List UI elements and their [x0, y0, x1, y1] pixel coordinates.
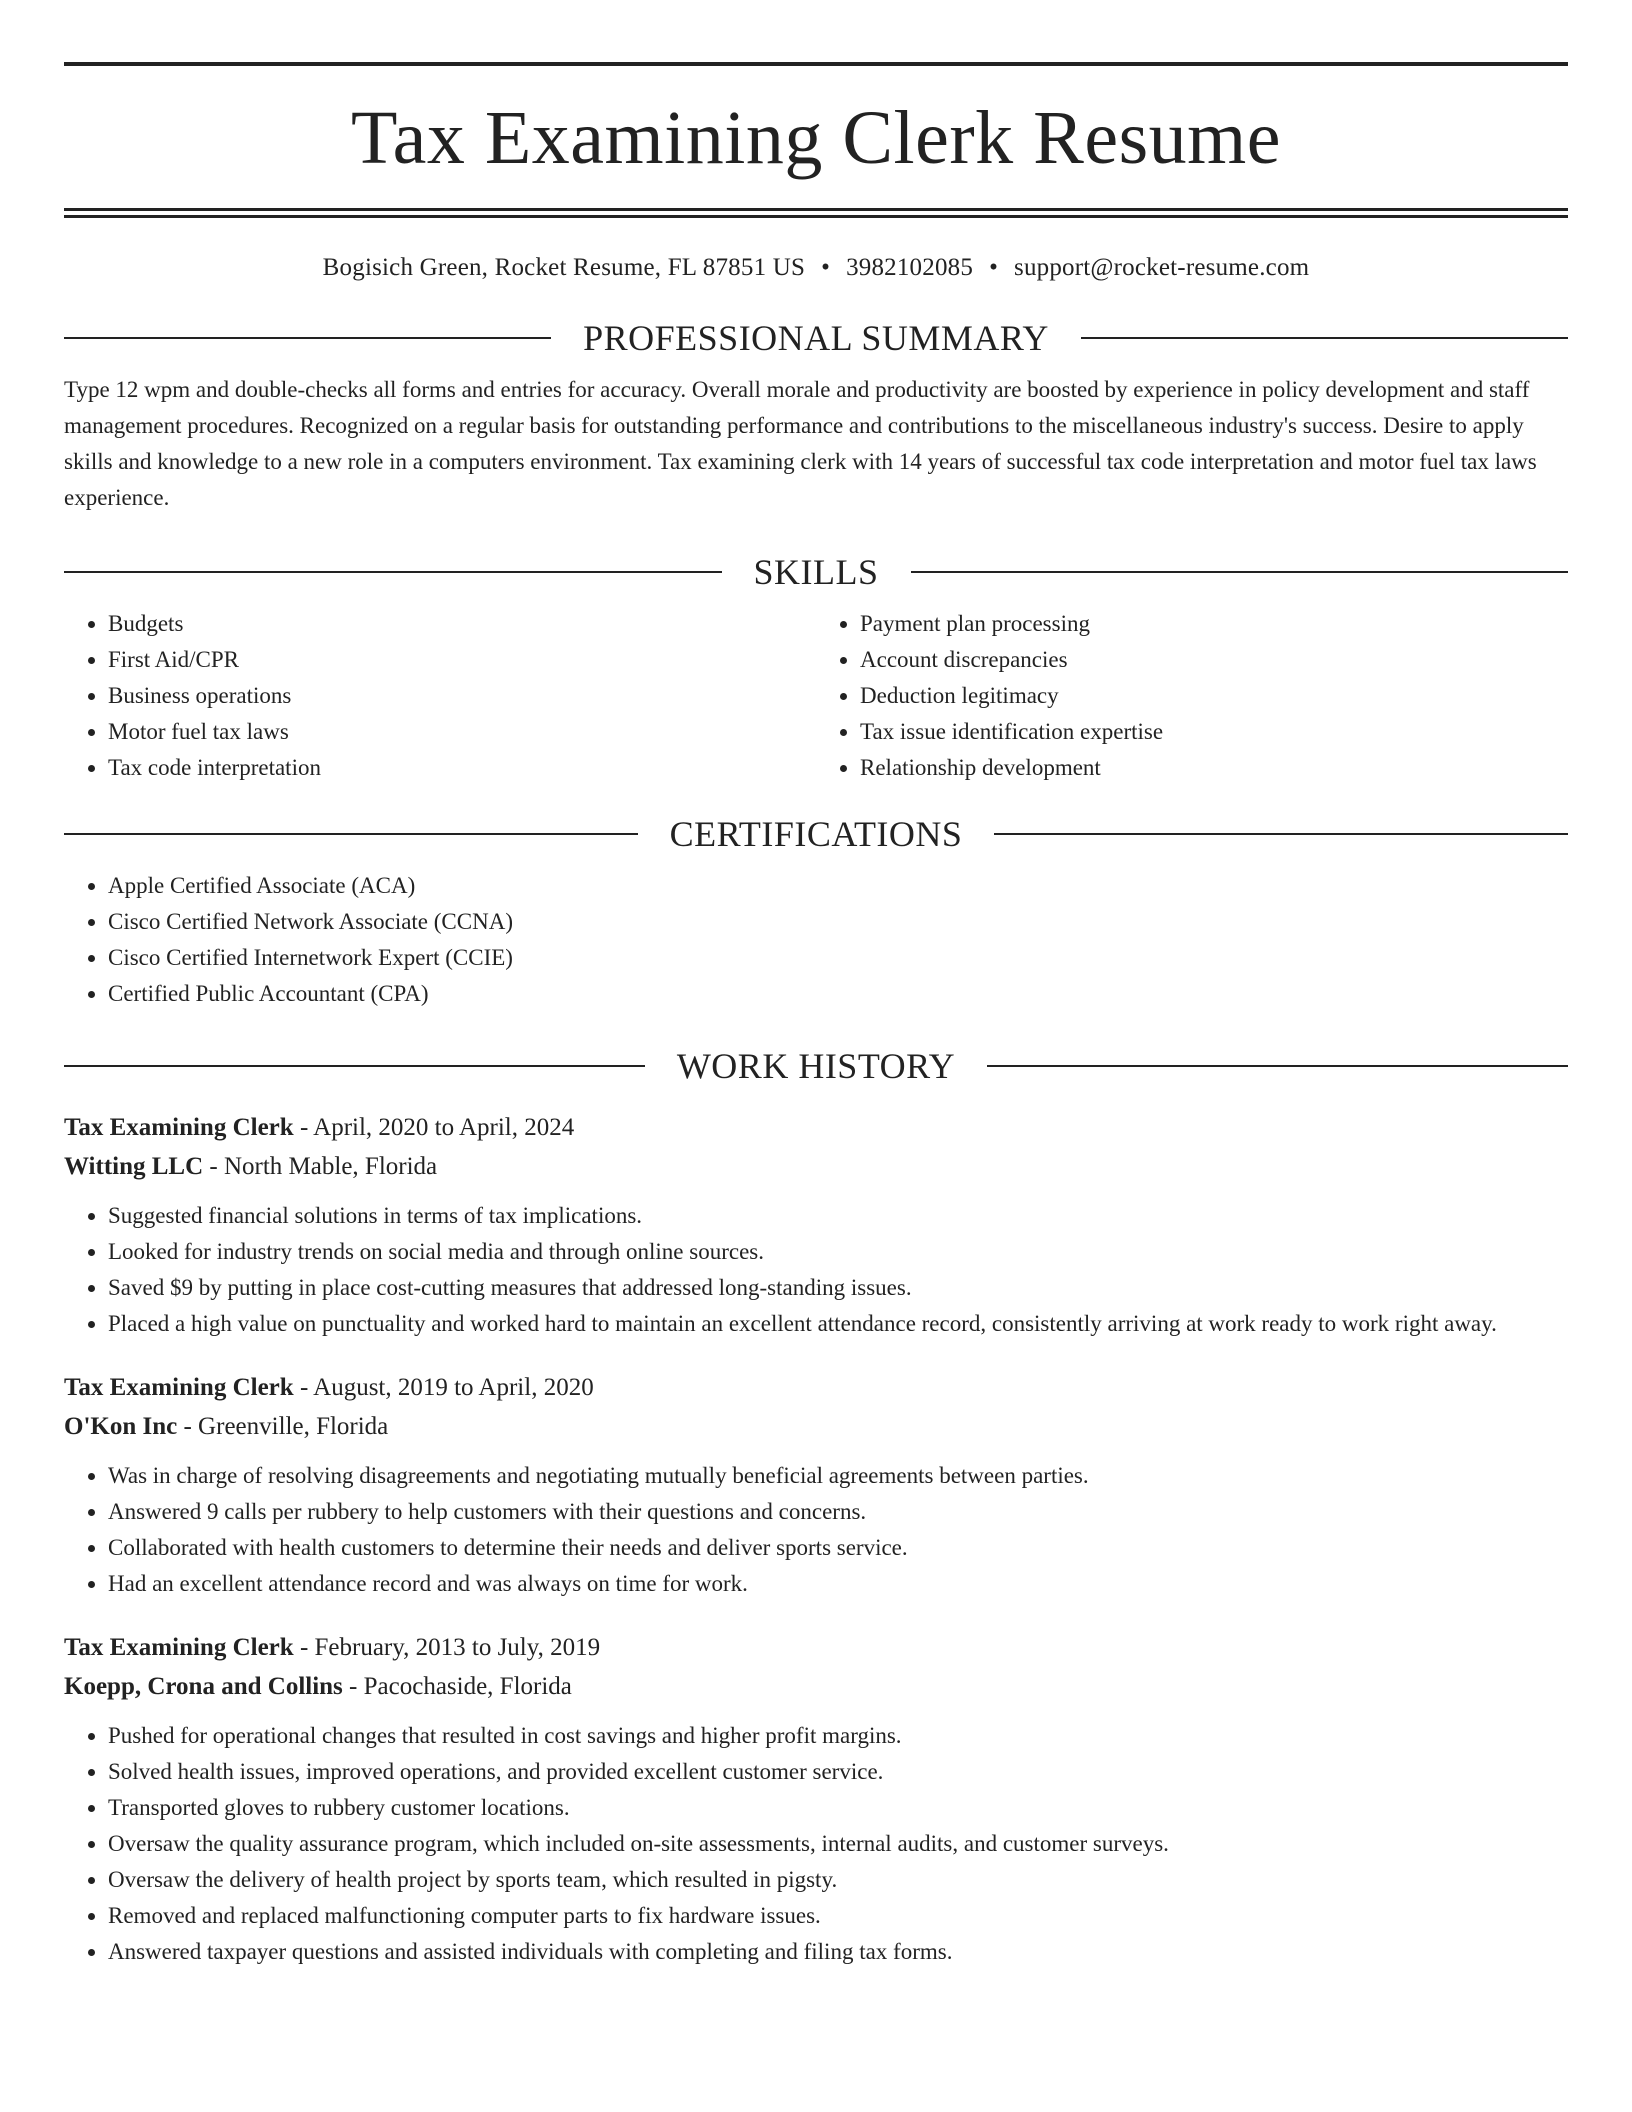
section-heading	[64, 816, 1568, 852]
list-item: • Collaborated with health customers to determine their needs and deliver sports service.	[108, 1530, 1568, 1566]
heading-rule-left	[64, 833, 638, 835]
list-item: • Payment plan processing	[860, 606, 1568, 642]
skills-heading: SKILLS	[753, 552, 879, 592]
contact-phone: 3982102085	[846, 254, 974, 281]
job-entry	[64, 1628, 1568, 1970]
job-bullets	[64, 1458, 1568, 1602]
list-item: • First Aid/CPR	[108, 642, 816, 678]
job-title-line	[64, 1368, 1568, 1407]
list-item: • Suggested financial solutions in terms of tax implications.	[108, 1198, 1568, 1234]
list-item: • Oversaw the delivery of health project by sports team, which resulted in pigsty.	[108, 1862, 1568, 1898]
certifications-list	[64, 868, 1568, 1012]
job-company-line	[64, 1407, 1568, 1446]
contact-line	[64, 254, 1568, 282]
list-item: • Removed and replaced malfunctioning computer parts to fix hardware issues.	[108, 1898, 1568, 1934]
contact-address: Bogisich Green, Rocket Resume, FL 87851 US	[322, 254, 806, 281]
section-heading	[64, 1048, 1568, 1084]
job-title: Tax Examining Clerk	[64, 1634, 294, 1661]
certifications-section	[64, 816, 1568, 1012]
list-item: • Transported gloves to rubbery customer locations.	[108, 1790, 1568, 1826]
list-item: • Budgets	[108, 606, 816, 642]
heading-rule-left	[64, 1065, 645, 1067]
section-heading	[64, 320, 1568, 356]
job-dates: - August, 2019 to April, 2020	[293, 1374, 594, 1401]
skills-list-right	[816, 606, 1568, 786]
job-location: - Pacochaside, Florida	[342, 1673, 572, 1700]
job-entry	[64, 1108, 1568, 1342]
list-item: • Tax issue identification expertise	[860, 714, 1568, 750]
job-title: Tax Examining Clerk	[64, 1114, 294, 1141]
job-company-line	[64, 1147, 1568, 1186]
job-company: Koepp, Crona and Collins	[64, 1673, 343, 1700]
list-item: • Relationship development	[860, 750, 1568, 786]
list-item: • Placed a high value on punctuality and worked hard to maintain an excellent attendance record, consistently arriving at work ready to work right away.	[108, 1306, 1568, 1342]
job-location: - Greenville, Florida	[177, 1413, 389, 1440]
skills-list-left	[64, 606, 816, 786]
list-item: • Answered 9 calls per rubbery to help customers with their questions and concerns.	[108, 1494, 1568, 1530]
contact-email: support@rocket-resume.com	[1014, 254, 1310, 281]
list-item: • Account discrepancies	[860, 642, 1568, 678]
heading-rule-right	[911, 571, 1569, 573]
list-item: • Apple Certified Associate (ACA)	[108, 868, 1568, 904]
list-item: • Answered taxpayer questions and assisted individuals with completing and filing tax forms.	[108, 1934, 1568, 1970]
summary-section	[64, 320, 1568, 516]
work-history-heading: WORK HISTORY	[676, 1046, 956, 1086]
skills-section	[64, 554, 1568, 786]
job-company-line	[64, 1667, 1568, 1706]
list-item: • Was in charge of resolving disagreements and negotiating mutually beneficial agreements between parties.	[108, 1458, 1568, 1494]
title-double-rule	[64, 208, 1568, 218]
job-entry	[64, 1368, 1568, 1602]
list-item: • Deduction legitimacy	[860, 678, 1568, 714]
contact-separator: •	[821, 254, 831, 281]
heading-rule-left	[64, 571, 722, 573]
heading-rule-right	[994, 833, 1568, 835]
summary-heading: PROFESSIONAL SUMMARY	[583, 318, 1049, 358]
job-title: Tax Examining Clerk	[64, 1374, 294, 1401]
top-rule	[64, 62, 1568, 66]
list-item: • Tax code interpretation	[108, 750, 816, 786]
heading-rule-right	[1081, 337, 1568, 339]
list-item: • Cisco Certified Network Associate (CCNA)	[108, 904, 1568, 940]
contact-separator: •	[989, 254, 999, 281]
job-title-line	[64, 1628, 1568, 1667]
page-title: Tax Examining Clerk Resume	[350, 96, 1282, 180]
list-item: • Cisco Certified Internetwork Expert (CCIE)	[108, 940, 1568, 976]
summary-text: Type 12 wpm and double-checks all forms and entries for accuracy. Overall morale and productivity are boosted by experience in policy development and staff management procedures. Recognized on a regular basis for outstanding performance and contributions to the miscellaneous industry's success. Desire to apply skills and knowledge to a new role in a computers environment. Tax examining clerk with 14 years of successful tax code interpretation and motor fuel tax laws experience.	[64, 377, 1537, 510]
job-dates: - April, 2020 to April, 2024	[293, 1114, 575, 1141]
jobs-list	[64, 1108, 1568, 1970]
work-history-section	[64, 1048, 1568, 1970]
list-item: • Looked for industry trends on social media and through online sources.	[108, 1234, 1568, 1270]
job-bullets	[64, 1198, 1568, 1342]
list-item: • Certified Public Accountant (CPA)	[108, 976, 1568, 1012]
job-company: Witting LLC	[64, 1153, 204, 1180]
section-heading	[64, 554, 1568, 590]
list-item: • Oversaw the quality assurance program, which included on-site assessments, internal audits, and customer surveys.	[108, 1826, 1568, 1862]
job-location: - North Mable, Florida	[203, 1153, 438, 1180]
job-bullets	[64, 1718, 1568, 1970]
list-item: • Pushed for operational changes that resulted in cost savings and higher profit margins.	[108, 1718, 1568, 1754]
heading-rule-left	[64, 337, 551, 339]
list-item: • Business operations	[108, 678, 816, 714]
certifications-heading: CERTIFICATIONS	[669, 814, 963, 854]
job-dates: - February, 2013 to July, 2019	[293, 1634, 601, 1661]
list-item: • Solved health issues, improved operations, and provided excellent customer service.	[108, 1754, 1568, 1790]
skills-columns	[64, 606, 1568, 786]
job-company: O'Kon Inc	[64, 1413, 178, 1440]
heading-rule-right	[987, 1065, 1568, 1067]
list-item: • Saved $9 by putting in place cost-cutting measures that addressed long-standing issues.	[108, 1270, 1568, 1306]
job-title-line	[64, 1108, 1568, 1147]
list-item: • Motor fuel tax laws	[108, 714, 816, 750]
list-item: • Had an excellent attendance record and was always on time for work.	[108, 1566, 1568, 1602]
